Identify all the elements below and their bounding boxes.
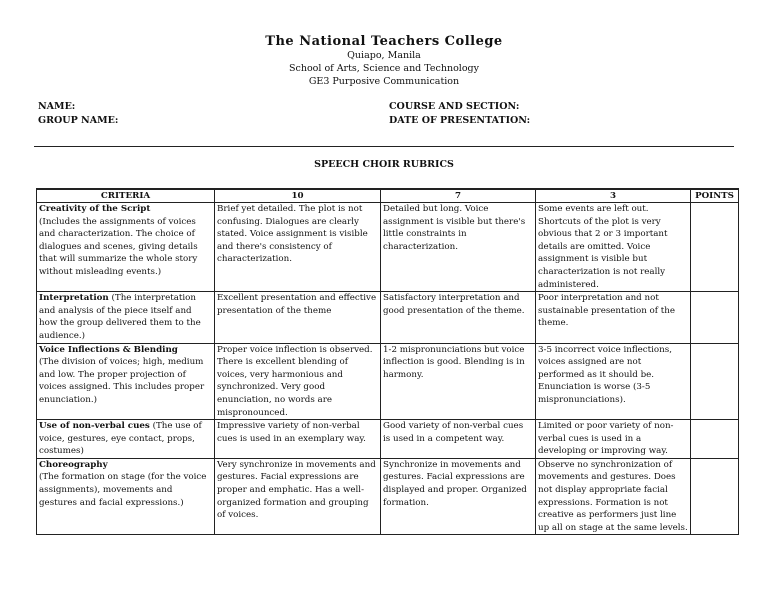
rubric-row-creativity (37, 203, 739, 292)
date-of-presentation-label: DATE OF PRESENTATION: (389, 115, 531, 126)
points-cell[interactable] (691, 343, 739, 420)
criterion-name: Choreography (39, 459, 108, 470)
points-cell[interactable] (691, 203, 739, 292)
name-label: NAME: (38, 101, 76, 112)
score-10-cell: Brief yet detailed. The plot is not confusing. Dialogues are clearly stated. Voice assignment is visible and there's consistency of characterization. (215, 203, 381, 292)
score-7-cell: Good variety of non-verbal cues is used in a competent way. (381, 420, 536, 459)
criterion-name: Interpretation (39, 293, 109, 304)
column-header-criteria: CRITERIA (37, 189, 215, 203)
criterion-cell (37, 420, 215, 459)
score-7-cell: Detailed but long. Voice assignment is visible but there's little constraints in characterization. (381, 203, 536, 292)
criterion-name: Voice Inflections & Blending (39, 344, 178, 355)
score-7-cell: Satisfactory interpretation and good presentation of the theme. (381, 292, 536, 343)
criterion-name: Creativity of the Script (39, 204, 151, 214)
rubric-title: SPEECH CHOIR RUBRICS (314, 159, 454, 170)
school-name: School of Arts, Science and Technology (289, 63, 479, 74)
score-10-cell: Impressive variety of non-verbal cues is used in an exemplary way. (215, 420, 381, 459)
group-name-label: GROUP NAME: (38, 115, 119, 126)
column-header-10: 10 (215, 189, 381, 203)
score-3-cell: Some events are left out. Shortcuts of the plot is very obvious that 2 or 3 important details are omitted. Voice assignment is visible but characterization is not really administered. (536, 203, 691, 292)
rubric-header-row (37, 189, 739, 203)
score-3-cell: Observe no synchronization of movements and gestures. Does not display appropriate facial expressions. Formation is not creative as performers just line up all on stage at the same levels. (536, 458, 691, 535)
course-section-label: COURSE AND SECTION: (389, 101, 520, 112)
column-header-points: POINTS (691, 189, 739, 203)
college-location: Quiapo, Manila (347, 50, 421, 61)
score-10-cell: Excellent presentation and effective presentation of the theme (215, 292, 381, 343)
points-cell[interactable] (691, 292, 739, 343)
criterion-description: (The formation on stage (for the voice assignments), movements and gestures and facial expressions.) (39, 472, 207, 508)
form-fields-right (389, 100, 530, 128)
criterion-description: (Includes the assignments of voices and characterization. The choice of dialogues and scenes, giving details that will summarize the whole story without misleading events.) (39, 216, 198, 277)
score-7-cell: 1-2 mispronunciations but voice inflection is good. Blending is in harmony. (381, 343, 536, 420)
form-fields-left (38, 100, 118, 128)
score-7-cell: Synchronize in movements and gestures. Facial expressions are displayed and proper. Organized formation. (381, 458, 536, 535)
criterion-cell (37, 343, 215, 420)
rubric-row-non-verbal-cues (37, 420, 739, 459)
column-header-7: 7 (381, 189, 536, 203)
rubric-table (36, 188, 739, 535)
criterion-name: Use of non-verbal cues (39, 421, 150, 432)
rubric-row-interpretation (37, 292, 739, 343)
criterion-description: (The interpretation and analysis of the piece itself and how the group delivered them to the audience.) (39, 293, 201, 341)
points-cell[interactable] (691, 420, 739, 459)
criterion-cell (37, 203, 215, 292)
score-3-cell: Poor interpretation and not sustainable presentation of the theme. (536, 292, 691, 343)
column-header-3: 3 (536, 189, 691, 203)
rubric-row-choreography (37, 458, 739, 535)
score-3-cell: 3-5 incorrect voice inflections, voices assigned are not performed as it should be. Enunciation is worse (3-5 mispronunciations). (536, 343, 691, 420)
criterion-description: (The use of voice, gestures, eye contact, props, costumes) (39, 421, 202, 457)
header-divider (34, 146, 734, 147)
course-name: GE3 Purposive Communication (308, 76, 460, 87)
criterion-description: (The division of voices; high, medium and low. The proper projection of voices assigned. This includes proper enunciation.) (39, 357, 205, 405)
score-10-cell: Proper voice inflection is observed. There is excellent blending of voices, very harmonious and synchronized. Very good enunciation, no words are mispronounced. (215, 343, 381, 420)
rubric-row-voice-inflections (37, 343, 739, 420)
college-name: The National Teachers College (265, 34, 503, 49)
score-3-cell: Limited or poor variety of non-verbal cues is used in a developing or improving way. (536, 420, 691, 459)
document-header (0, 34, 768, 88)
criterion-cell (37, 458, 215, 535)
criterion-cell (37, 292, 215, 343)
score-10-cell: Very synchronize in movements and gestures. Facial expressions are proper and emphatic. Has a well-organized formation and grouping of voices. (215, 458, 381, 535)
points-cell[interactable] (691, 458, 739, 535)
